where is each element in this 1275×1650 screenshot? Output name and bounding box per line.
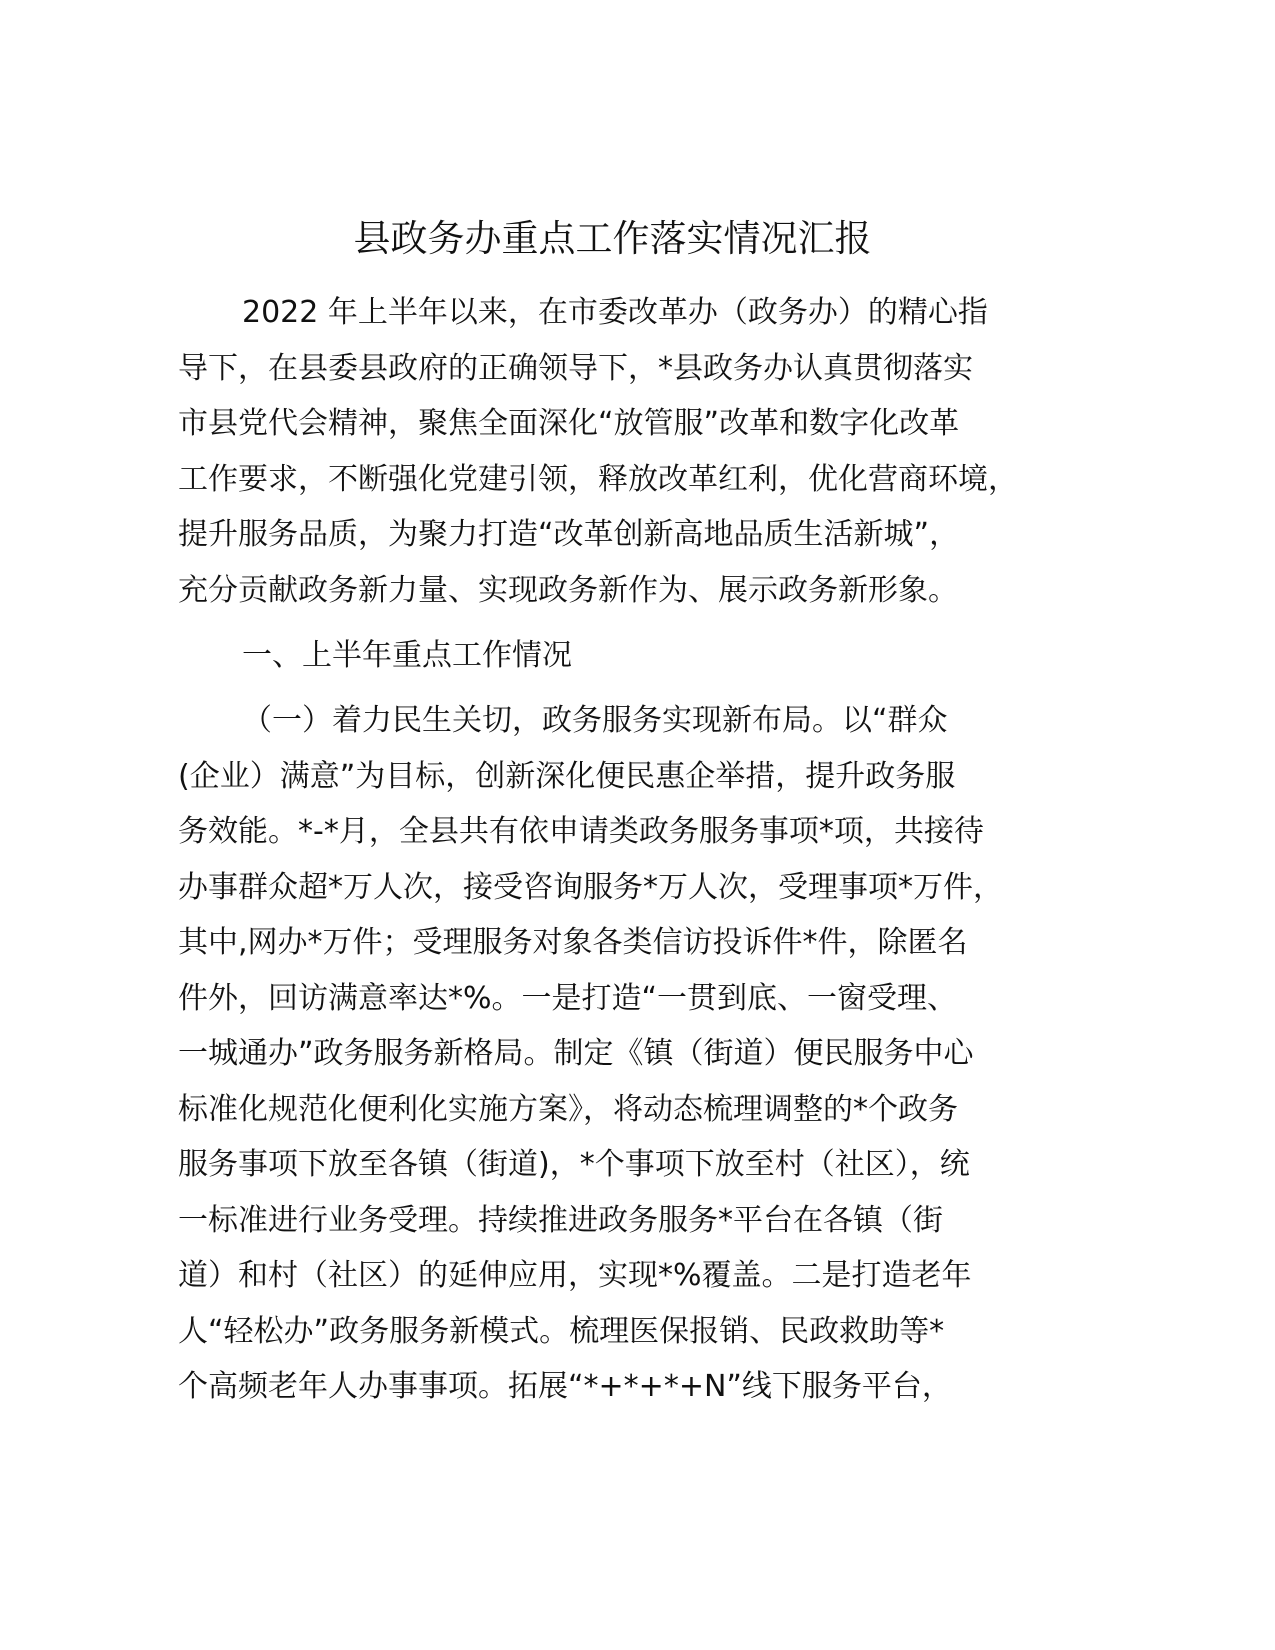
paragraph-line: 一标准进行业务受理。持续推进政务服务*平台在各镇（街 (178, 1202, 943, 1238)
body-paragraph (178, 693, 1078, 1415)
document-title: 县政务办重点工作落实情况汇报 (353, 217, 872, 260)
intro-paragraph (178, 285, 1078, 618)
paragraph-line: 件外，回访满意率达*%。一是打造“一贯到底、一窗受理、 (178, 980, 958, 1016)
paragraph-line: 市县党代会精神，聚焦全面深化“放管服”改革和数字化改革 (178, 406, 960, 441)
paragraph-line: 导下，在县委县政府的正确领导下，*县政务办认真贯彻落实 (178, 350, 973, 386)
paragraph-line: 2022 年上半年以来，在市委改革办（政务办）的精心指 (242, 295, 988, 330)
paragraph-line: 提升服务品质，为聚力打造“改革创新高地品质生活新城”， (178, 517, 960, 552)
paragraph-line: 其中,网办*万件；受理服务对象各类信访投诉件*件，除匿名 (178, 925, 968, 960)
paragraph-line: 道）和村（社区）的延伸应用，实现*%覆盖。二是打造老年 (178, 1258, 972, 1293)
paragraph-line: (企业）满意”为目标，创新深化便民惠企举措，提升政务服 (178, 758, 956, 794)
paragraph-line: 标准化规范化便利化实施方案》，将动态梳理调整的*个政务 (178, 1091, 958, 1127)
paragraph-line: 人“轻松办”政务服务新模式。梳理医保报销、民政救助等* (178, 1313, 945, 1349)
paragraph-line: 一城通办”政务服务新格局。制定《镇（街道）便民服务中心 (178, 1036, 974, 1071)
paragraph-line: 务效能。*-*月，全县共有依申请类政务服务事项*项，共接待 (178, 814, 984, 849)
paragraph-line: 服务事项下放至各镇（街道)，*个事项下放至村（社区），统 (178, 1147, 970, 1182)
paragraph-line: 充分贡献政务新力量、实现政务新作为、展示政务新形象。 (178, 572, 958, 608)
paragraph-line: 个高频老年人办事事项。拓展“*+*+*+N”线下服务平台， (178, 1369, 952, 1404)
paragraph-line: （一）着力民生关切，政务服务实现新布局。以“群众 (242, 703, 948, 738)
section-heading-text: 一、上半年重点工作情况 (242, 638, 572, 673)
paragraph-line: 工作要求，不断强化党建引领，释放改革红利，优化营商环境， (178, 461, 1018, 497)
paragraph-line: 办事群众超*万人次，接受咨询服务*万人次，受理事项*万件， (178, 869, 1003, 905)
section-heading (178, 628, 1078, 684)
